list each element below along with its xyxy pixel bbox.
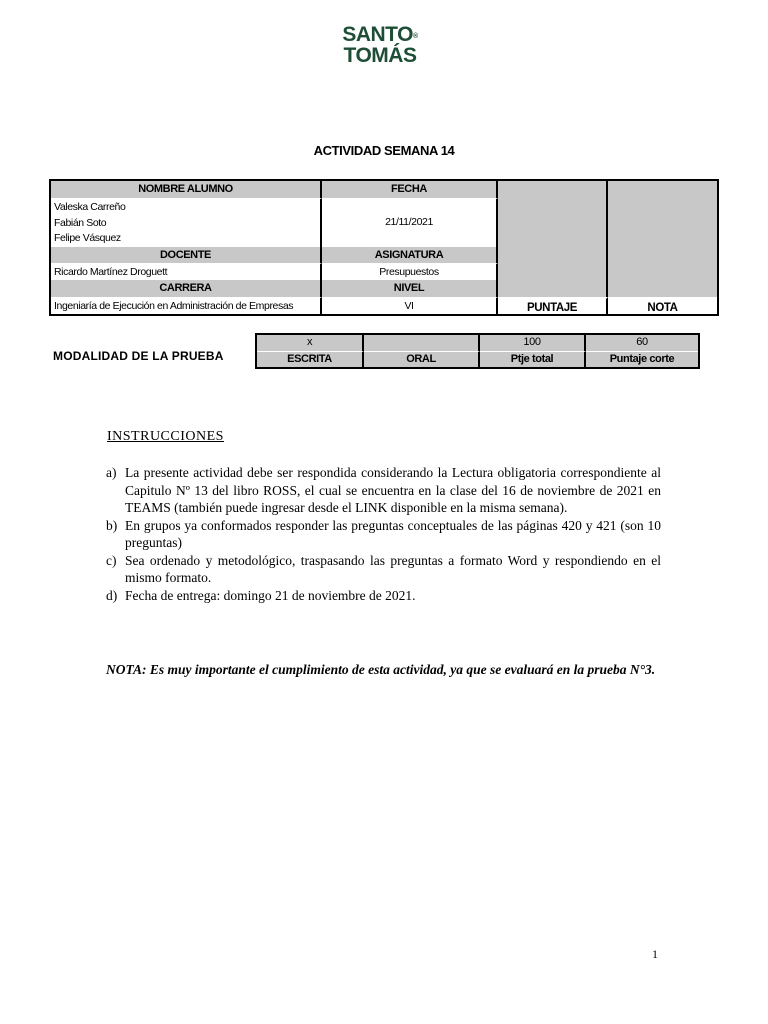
- page-title: ACTIVIDAD SEMANA 14: [313, 143, 455, 158]
- alumnos-cell: [51, 198, 322, 247]
- modalidad-bottom-cell: Puntaje corte: [586, 351, 698, 367]
- nota-label: NOTA: [608, 297, 717, 314]
- carrera-header: CARRERA: [51, 280, 322, 297]
- alumno-name: Valeska Carreño: [54, 201, 126, 213]
- page-number: 1: [652, 947, 658, 961]
- list-text: Sea ordenado y metodológico, traspasando las preguntas a formato Word y respondiendo en el mismo formato.: [125, 552, 661, 585]
- nivel-header: NIVEL: [322, 280, 498, 297]
- asignatura-header: ASIGNATURA: [322, 247, 498, 263]
- list-text: En grupos ya conformados responder las preguntas conceptuales de las páginas 420 y 421 (son 10 preguntas): [125, 517, 661, 550]
- list-marker: d): [106, 587, 118, 603]
- docente-value: Ricardo Martínez Droguett: [51, 263, 322, 280]
- list-item: [106, 464, 661, 517]
- list-marker: b): [106, 517, 118, 533]
- list-marker: c): [106, 552, 117, 568]
- list-item: [106, 517, 661, 552]
- asignatura-value: Presupuestos: [322, 263, 498, 280]
- nivel-value: VI: [322, 297, 498, 314]
- docente-header: DOCENTE: [51, 247, 322, 263]
- modalidad-top-cell: x: [257, 335, 364, 351]
- student-info-table: [49, 179, 719, 316]
- modalidad-bottom-cell: ESCRITA: [257, 351, 364, 367]
- instrucciones-list: [106, 464, 661, 604]
- instrucciones-title: INSTRUCCIONES: [107, 429, 224, 444]
- list-text: Fecha de entrega: domingo 21 de noviembre de 2021.: [125, 587, 416, 603]
- carrera-value: Ingeniaría de Ejecución en Administración de Empresas: [51, 297, 322, 314]
- nota-box: [608, 181, 717, 297]
- alumno-name: Fabián Soto: [54, 216, 107, 229]
- alumno-name: Felipe Vásquez: [54, 232, 121, 244]
- modalidad-top-cell: 60: [586, 335, 698, 351]
- modalidad-top-cell: 100: [480, 335, 586, 351]
- modalidad-label: MODALIDAD DE LA PRUEBA: [53, 349, 224, 363]
- modalidad-top-cell: [364, 335, 480, 351]
- santo-tomas-logo: [330, 24, 430, 66]
- modalidad-bottom-cell: Ptje total: [480, 351, 586, 367]
- fecha-header: FECHA: [322, 181, 498, 198]
- puntaje-box: [498, 181, 608, 297]
- list-marker: a): [106, 465, 117, 480]
- list-item: [106, 552, 661, 587]
- fecha-value: 21/11/2021: [322, 198, 498, 247]
- logo-registered-mark: ®: [412, 33, 418, 40]
- list-item: [106, 587, 661, 605]
- list-text: La presente actividad debe ser respondida considerando la Lectura obligatoria correspondiente al Capitulo Nº 13 del libro ROSS, el cual se encuentra en la clase del 16 de noviembre de 2021 en TEAMS (también puede ingresar desde el LINK disponible en la misma semana).: [125, 465, 661, 515]
- nombre-alumno-header: NOMBRE ALUMNO: [51, 181, 322, 198]
- nota-paragraph: NOTA: Es muy importante el cumplimiento de esta actividad, ya que se evaluará en la prueba N°3.: [106, 662, 656, 677]
- logo-line1: SANTO: [342, 23, 413, 46]
- logo-line2: TOMÁS: [343, 44, 417, 67]
- modalidad-bottom-cell: ORAL: [364, 351, 480, 367]
- puntaje-label: PUNTAJE: [498, 297, 608, 314]
- modalidad-table: [255, 333, 700, 369]
